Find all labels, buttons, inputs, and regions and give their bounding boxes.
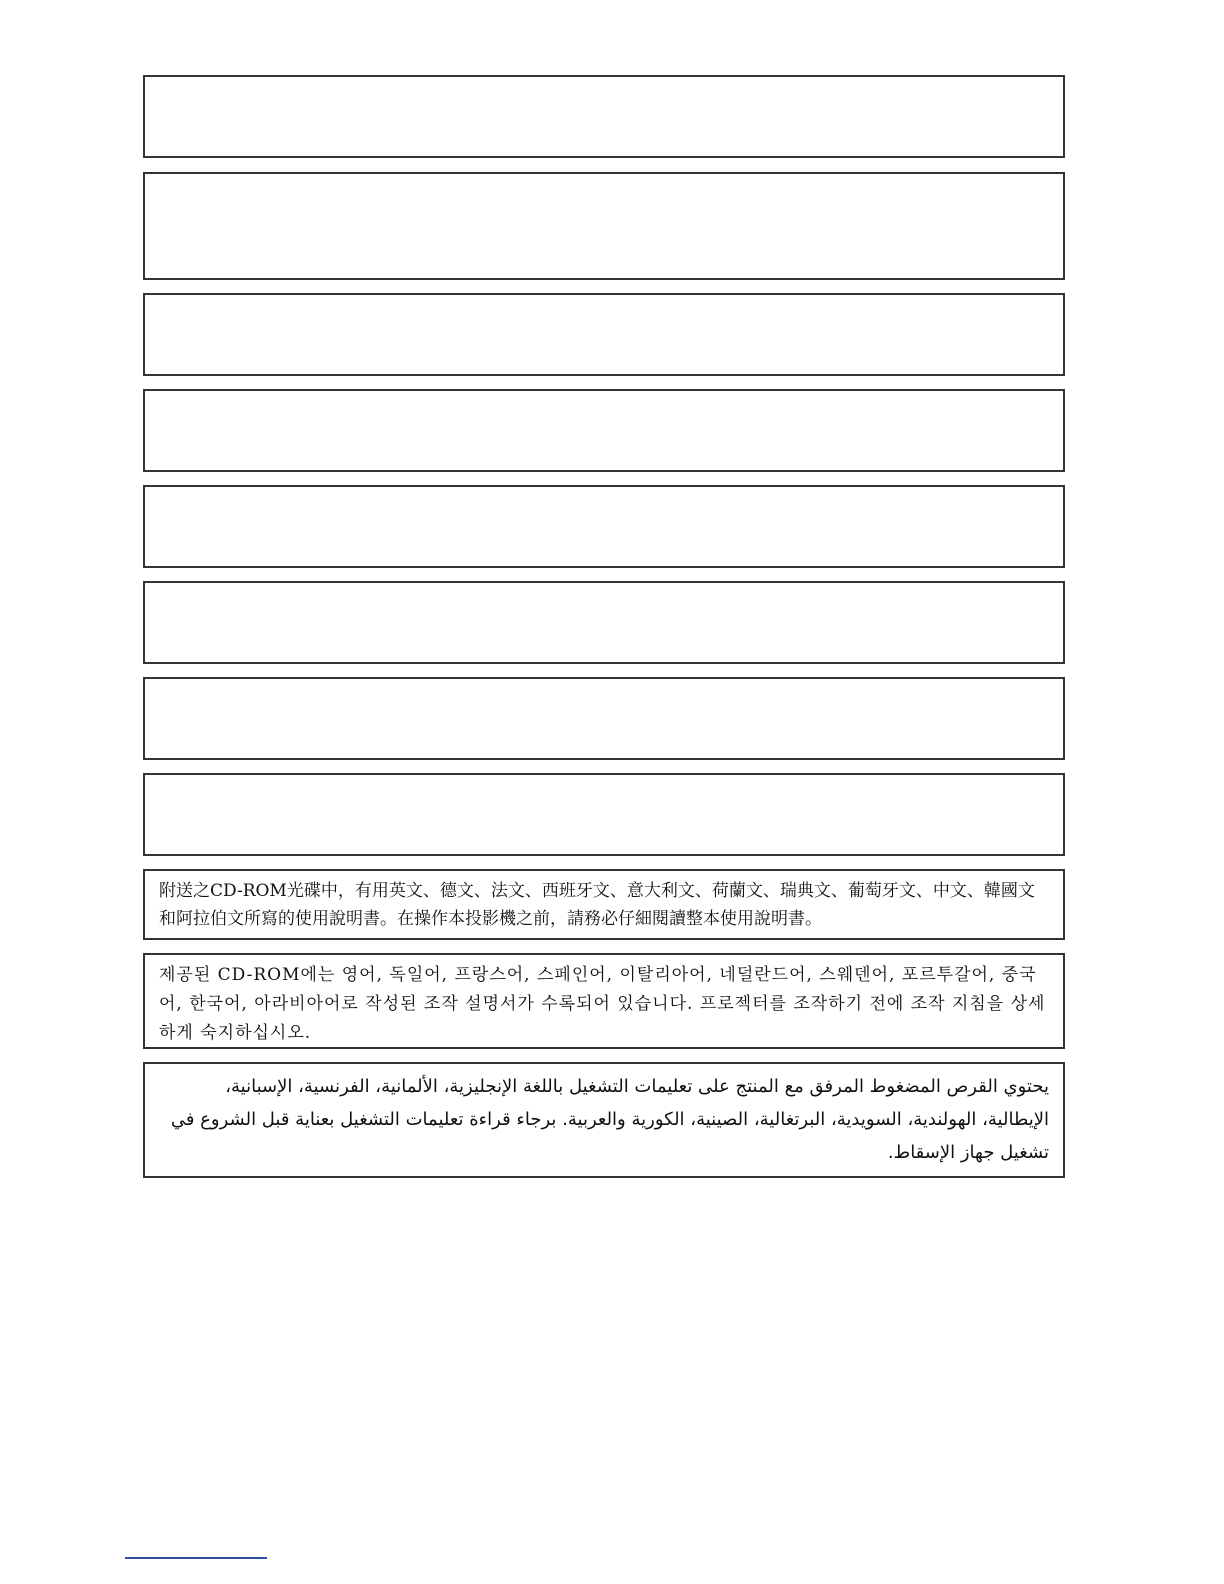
empty-notice-box-7 (143, 677, 1065, 760)
chinese-notice-text: 附送之CD-ROM光碟中，有用英文、德文、法文、西班牙文、意大利文、荷蘭文、瑞典文、葡萄牙文、中文、韓國文和阿拉伯文所寫的使用說明書。在操作本投影機之前，請務必仔細閱讀整本使用說明書。 (159, 881, 1035, 929)
empty-notice-box-2 (143, 172, 1065, 280)
korean-notice-box (143, 953, 1065, 1049)
empty-notice-box-5 (143, 485, 1065, 568)
chinese-notice-box (143, 869, 1065, 940)
arabic-notice-box (143, 1062, 1065, 1178)
empty-notice-box-3 (143, 293, 1065, 376)
footer-rule (125, 1557, 267, 1559)
empty-notice-box-6 (143, 581, 1065, 664)
empty-notice-box-1 (143, 75, 1065, 158)
korean-notice-text: 제공된 CD-ROM에는 영어, 독일어, 프랑스어, 스페인어, 이탈리아어, 네덜란드어, 스웨덴어, 포르투갈어, 중국어, 한국어, 아라비아어로 작성된 조작 설명서가 수록되어 있습니다. 프로젝터를 조작하기 전에 조작 지침을 상세하게 숙지하십시오. (159, 965, 1046, 1043)
empty-notice-box-8 (143, 773, 1065, 856)
arabic-notice-text: يحتوي القرص المضغوط المرفق مع المنتج على تعليمات التشغيل باللغة الإنجليزية، الألمانية، الفرنسية، الإسبانية، الإيطالية، الهولندية، السويدية، البرتغالية، الصينية، الكورية والعربية. برجاء قراءة تعليمات التشغيل بعناية قبل الشروع في تشغيل جهاز الإسقاط. (170, 1076, 1049, 1163)
empty-notice-box-4 (143, 389, 1065, 472)
